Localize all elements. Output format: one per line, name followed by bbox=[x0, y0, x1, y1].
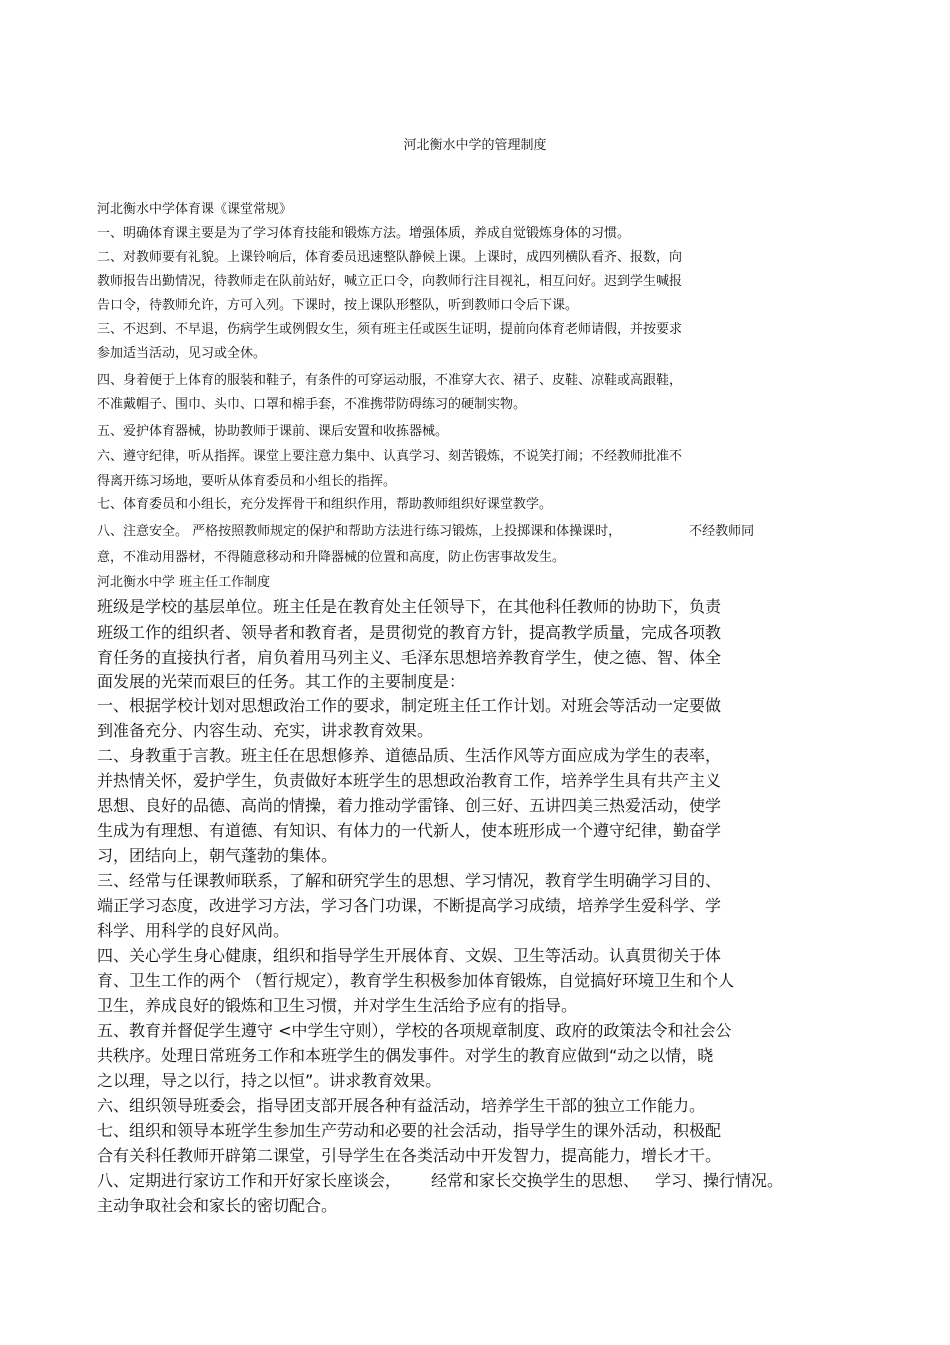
head-teacher-paragraph-line: 卫生，养成良好的锻炼和卫生习惯，并对学生生活给予应有的指导。 bbox=[97, 996, 578, 1015]
head-teacher-paragraph-line: 班级是学校的基层单位。班主任是在教育处主任领导下，在其他科任教师的协助下，负责 bbox=[97, 597, 722, 616]
head-teacher-section-heading: 河北衡水中学 班主任工作制度 bbox=[97, 575, 271, 590]
pe-rule-line: 参加适当活动，见习或全休。 bbox=[97, 346, 267, 361]
head-teacher-paragraph-line: 之以理，导之以行，持之以恒”。讲求教育效果。 bbox=[97, 1071, 442, 1090]
head-teacher-paragraph-line: 一、根据学校计划对思想政治工作的要求，制定班主任工作计划。对班会等活动一定要做 bbox=[97, 696, 722, 715]
pe-rule-line: 教师报告出勤情况，待教师走在队前站好，喊立正口令，向教师行注目视礼，相互问好。迟到学生喊报 bbox=[97, 274, 683, 289]
pe-rule-line: 四、身着便于上体育的服装和鞋子，有条件的可穿运动服，不准穿大衣、裙子、皮鞋、凉鞋或高跟鞋， bbox=[97, 373, 683, 388]
head-teacher-paragraph-line: 育任务的直接执行者，肩负着用马列主义、毛泽东思想培养教育学生，使之德、智、体全 bbox=[97, 648, 722, 667]
head-teacher-paragraph-line: 主动争取社会和家长的密切配合。 bbox=[97, 1196, 338, 1215]
pe-rule-8-part2: 不经教师同 bbox=[689, 524, 755, 539]
pe-section-heading: 河北衡水中学体育课《课堂常规》 bbox=[97, 202, 293, 217]
head-teacher-paragraph-line: 并热情关怀，爱护学生，负责做好本班学生的思想政治教育工作，培养学生具有共产主义 bbox=[97, 771, 722, 790]
pe-rule-line: 六、遵守纪律，听从指挥。课堂上要注意力集中、认真学习、刻苦锻炼，不说笑打闹；不经教师批准不 bbox=[97, 449, 683, 464]
pe-rule-line: 二、对教师要有礼貌。上课铃响后，体育委员迅速整队静候上课。上课时，成四列横队看齐、报数，向 bbox=[97, 250, 683, 265]
head-teacher-paragraph-line: 习，团结向上，朝气蓬勃的集体。 bbox=[97, 846, 338, 865]
head-teacher-paragraph-line: 七、组织和领导本班学生参加生产劳动和必要的社会活动，指导学生的课外活动，积极配 bbox=[97, 1121, 722, 1140]
head-teacher-paragraph-line: 面发展的光荣而艰巨的任务。其工作的主要制度是： bbox=[97, 672, 466, 691]
head-teacher-paragraph-line: 端正学习态度，改进学习方法，学习各门功课，不断提高学习成绩，培养学生爱科学、学 bbox=[97, 896, 722, 915]
pe-rule-line: 七、体育委员和小组长，充分发挥骨干和组织作用，帮助教师组织好课堂教学。 bbox=[97, 497, 553, 512]
head-teacher-paragraph-line: 科学、用科学的良好风尚。 bbox=[97, 921, 290, 940]
head-teacher-paragraph-line: 二、身教重于言教。班主任在思想修养、道德品质、生活作风等方面应成为学生的表率， bbox=[97, 746, 722, 765]
pe-rule-line: 告口令，待教师允许，方可入列。下课时，按上课队形整队，听到教师口令后下课。 bbox=[97, 298, 579, 313]
document-title: 河北衡水中学的管理制度 bbox=[403, 138, 547, 153]
head-teacher-paragraph-line: 合有关科任教师开辟第二课堂，引导学生在各类活动中开发智力，提高能力，增长才干。 bbox=[97, 1146, 722, 1165]
pe-rule-line: 五、爱护体育器械，协助教师于课前、课后安置和收拣器械。 bbox=[97, 424, 449, 439]
head-teacher-paragraph-line: 育、卫生工作的两个 （暂行规定），教育学生积极参加体育锻炼，自觉搞好环境卫生和个人 bbox=[97, 971, 735, 990]
head-teacher-paragraph-line: 共秩序。处理日常班务工作和本班学生的偶发事件。对学生的教育应做到“动之以情，晓 bbox=[97, 1046, 714, 1065]
head-teacher-rule-8-part1: 八、定期进行家访工作和开好家长座谈会， bbox=[97, 1171, 402, 1190]
head-teacher-paragraph-line: 思想、良好的品德、高尚的情操，着力推动学雷锋、创三好、五讲四美三热爱活动，使学 bbox=[97, 796, 722, 815]
pe-rule-line-8 bbox=[97, 523, 754, 541]
pe-rule-line: 意，不准动用器材，不得随意移动和升降器械的位置和高度，防止伤害事故发生。 bbox=[97, 550, 566, 565]
pe-rule-line: 一、明确体育课主要是为了学习体育技能和锻炼方法。增强体质，养成自觉锻炼身体的习惯。 bbox=[97, 226, 631, 241]
pe-rule-line: 得离开练习场地，要听从体育委员和小组长的指挥。 bbox=[97, 474, 397, 489]
head-teacher-paragraph-line: 班级工作的组织者、领导者和教育者，是贯彻党的教育方针，提高教学质量，完成各项教 bbox=[97, 623, 722, 642]
head-teacher-paragraph-line: 四、关心学生身心健康，组织和指导学生开展体育、文娱、卫生等活动。认真贯彻关于体 bbox=[97, 946, 722, 965]
head-teacher-paragraph-line: 生成为有理想、有道德、有知识、有体力的一代新人，使本班形成一个遵守纪律，勤奋学 bbox=[97, 821, 722, 840]
pe-rule-line: 不准戴帽子、围巾、头巾、口罩和棉手套，不准携带防碍练习的硬制实物。 bbox=[97, 397, 527, 412]
pe-rule-8-part1: 八、注意安全。 严格按照教师规定的保护和帮助方法进行练习锻炼，上投掷课和体操课时， bbox=[97, 524, 622, 539]
head-teacher-rule-8-part2: 经常和家长交换学生的思想、 bbox=[431, 1171, 640, 1190]
pe-rule-line: 三、不迟到、不早退，伤病学生或例假女生，须有班主任或医生证明，提前向体育老师请假，并按要求 bbox=[97, 322, 683, 337]
head-teacher-rule-line-8 bbox=[97, 1170, 783, 1192]
head-teacher-paragraph-line: 五、教育并督促学生遵守 <中学生守则），学校的各项规章制度、政府的政策法令和社会公 bbox=[97, 1021, 732, 1040]
head-teacher-paragraph-line: 六、组织领导班委会，指导团支部开展各种有益活动，培养学生干部的独立工作能力。 bbox=[97, 1096, 706, 1115]
head-teacher-paragraph-line: 三、经常与任课教师联系，了解和研究学生的思想、学习情况，教育学生明确学习目的、 bbox=[97, 871, 722, 890]
head-teacher-paragraph-line: 到准备充分、内容生动、充实，讲求教育效果。 bbox=[97, 721, 434, 740]
head-teacher-rule-8-part3: 学习、操行情况。 bbox=[655, 1171, 784, 1190]
